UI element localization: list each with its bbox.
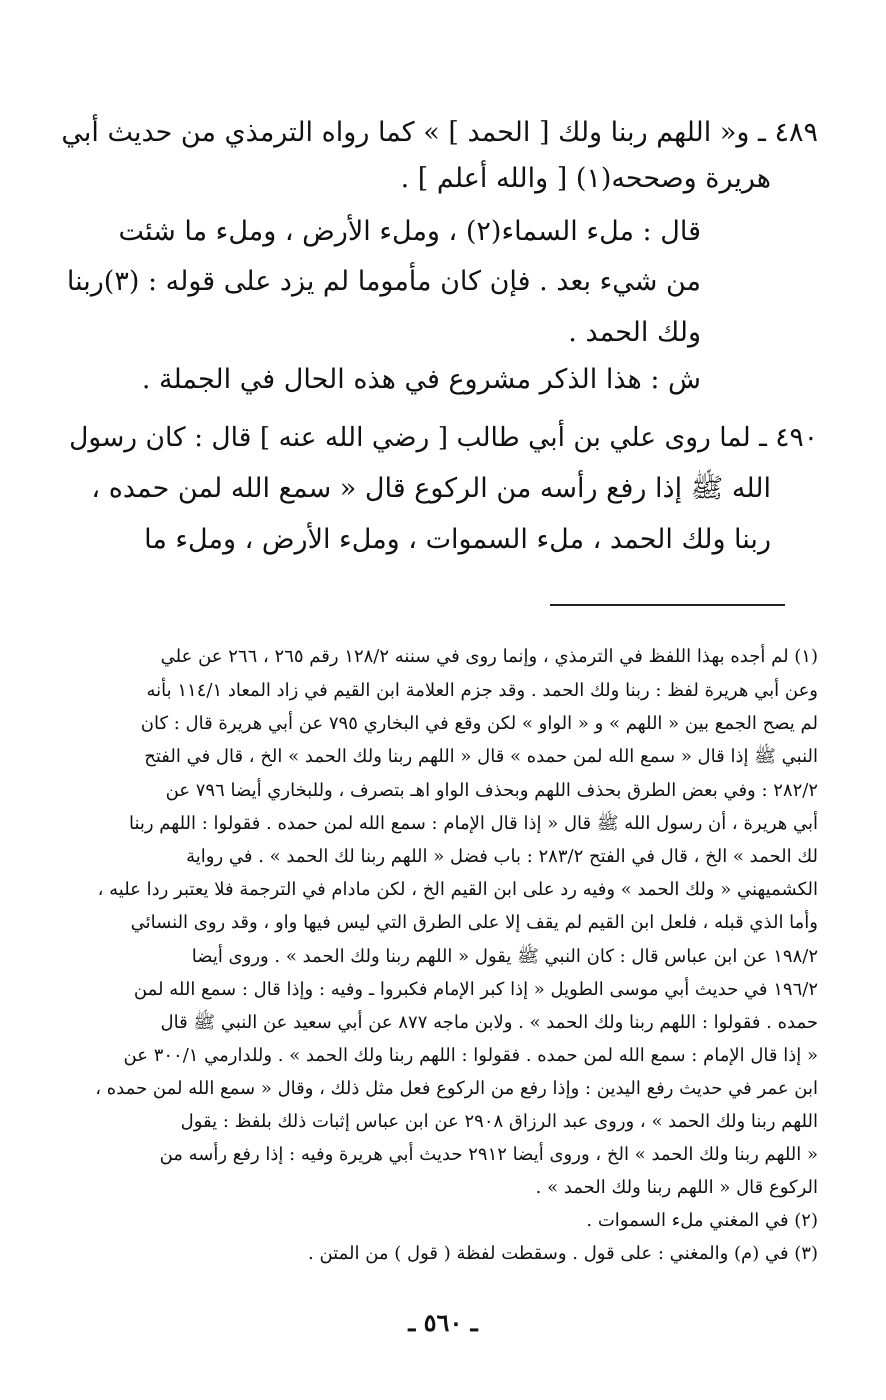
footnote-line: (٢) في المغني ملء السموات . (586, 1210, 818, 1231)
footnote-line: أبي هريرة ، أن رسول الله ﷺ قال « إذا قال الإمام : سمع الله لمن حمده . فقولوا : اللهم ربنا (128, 813, 818, 834)
matn-line-3: ولك الحمد . (568, 317, 701, 348)
footnote-line: (٣) في (م) والمغني : على قول . وسقطت لفظة ( قول ) من المتن . (308, 1243, 818, 1264)
hadith-489-line-1: ٤٨٩ ـ و« اللهم ربنا ولك [ الحمد ] » كما رواه الترمذي من حديث أبي (61, 117, 818, 148)
matn-line-2: من شيء بعد . فإن كان مأموما لم يزد على قوله : (٣)ربنا (66, 266, 701, 297)
page-number: ـ ٥٦٠ ـ (408, 1308, 478, 1337)
footnote-line: ١٩٦/٢ في حديث أبي موسى الطويل « إذا كبر الإمام فكبروا ـ وفيه : وإذا قال : سمع الله لمن (133, 979, 818, 1000)
footnote-line: (١) لم أجده بهذا اللفظ في الترمذي ، وإنما روى في سننه ١٢٨/٢ رقم ٢٦٥ ، ٢٦٦ عن علي (160, 646, 818, 667)
hadith-489-line-2: هريرة وصححه(١) [ والله أعلم ] . (400, 163, 771, 194)
footnote-line: الركوع قال « اللهم ربنا ولك الحمد » . (535, 1177, 818, 1198)
footnote-line: ٢٨٢/٢ : وفي بعض الطرق بحذف اللهم وبحذف الواو اهـ بتصرف ، وللبخاري أيضا ٧٩٦ عن (165, 780, 818, 801)
footnote-line: الكشميهني « ولك الحمد » وفيه رد على ابن القيم الخ ، لكن مادام في الترجمة فلا يعتبر ردا عليه ، (97, 879, 818, 900)
footnote-line: لم يصح الجمع بين « اللهم » و « الواو » لكن وقع في البخاري ٧٩٥ عن أبي هريرة قال : كان (140, 713, 818, 734)
footnote-line: النبي ﷺ إذا قال « سمع الله لمن حمده » قال « اللهم ربنا ولك الحمد » الخ ، قال في الفتح (144, 746, 818, 767)
matn-line-1: قال : ملء السماء(٢) ، وملء الأرض ، وملء ما شئت (118, 216, 701, 247)
footnote-line: وعن أبي هريرة لفظ : ربنا ولك الحمد . وقد جزم العلامة ابن القيم في زاد المعاد ١١٤/١ بأنه (146, 680, 818, 701)
hadith-490-line-2: الله ﷺ إذا رفع رأسه من الركوع قال « سمع الله لمن حمده ، (91, 473, 771, 504)
footnote-line: حمده . فقولوا : اللهم ربنا ولك الحمد » . ولابن ماجه ٨٧٧ عن أبي سعيد عن النبي ﷺ قال (160, 1012, 818, 1033)
sharh-line: ش : هذا الذكر مشروع في هذه الحال في الجملة . (141, 364, 701, 395)
footnote-separator (550, 604, 785, 606)
footnote-line: اللهم ربنا ولك الحمد » ، وروى عبد الرزاق ٢٩٠٨ عن ابن عباس إثبات ذلك بلفظ : يقول (180, 1111, 818, 1132)
footnote-line: « إذا قال الإمام : سمع الله لمن حمده . فقولوا : اللهم ربنا ولك الحمد » . وللدارمي ٣٠٠/١ عن (123, 1045, 818, 1066)
footnote-line: وأما الذي قبله ، فلعل ابن القيم لم يقف إلا على الطرق التي ليس فيها واو ، وقد روى النسائي (130, 912, 818, 933)
hadith-490-line-3: ربنا ولك الحمد ، ملء السموات ، وملء الأرض ، وملء ما (144, 524, 771, 555)
footnote-line: « اللهم ربنا ولك الحمد » الخ ، وروى أيضا ٢٩١٢ حديث أبي هريرة وفيه : إذا رفع رأسه من (159, 1144, 818, 1165)
footnote-line: ١٩٨/٢ عن ابن عباس قال : كان النبي ﷺ يقول « اللهم ربنا ولك الحمد » . وروى أيضا (191, 946, 818, 967)
footnote-line: لك الحمد » الخ ، قال في الفتح ٢٨٣/٢ : باب فضل « اللهم ربنا لك الحمد » . في رواية (186, 846, 818, 867)
hadith-490-line-1: ٤٩٠ ـ لما روى علي بن أبي طالب [ رضي الله عنه ] قال : كان رسول (69, 422, 818, 453)
footnote-line: ابن عمر في حديث رفع اليدين : وإذا رفع من الركوع فعل مثل ذلك ، وقال « سمع الله لمن حمده ، (95, 1078, 818, 1099)
